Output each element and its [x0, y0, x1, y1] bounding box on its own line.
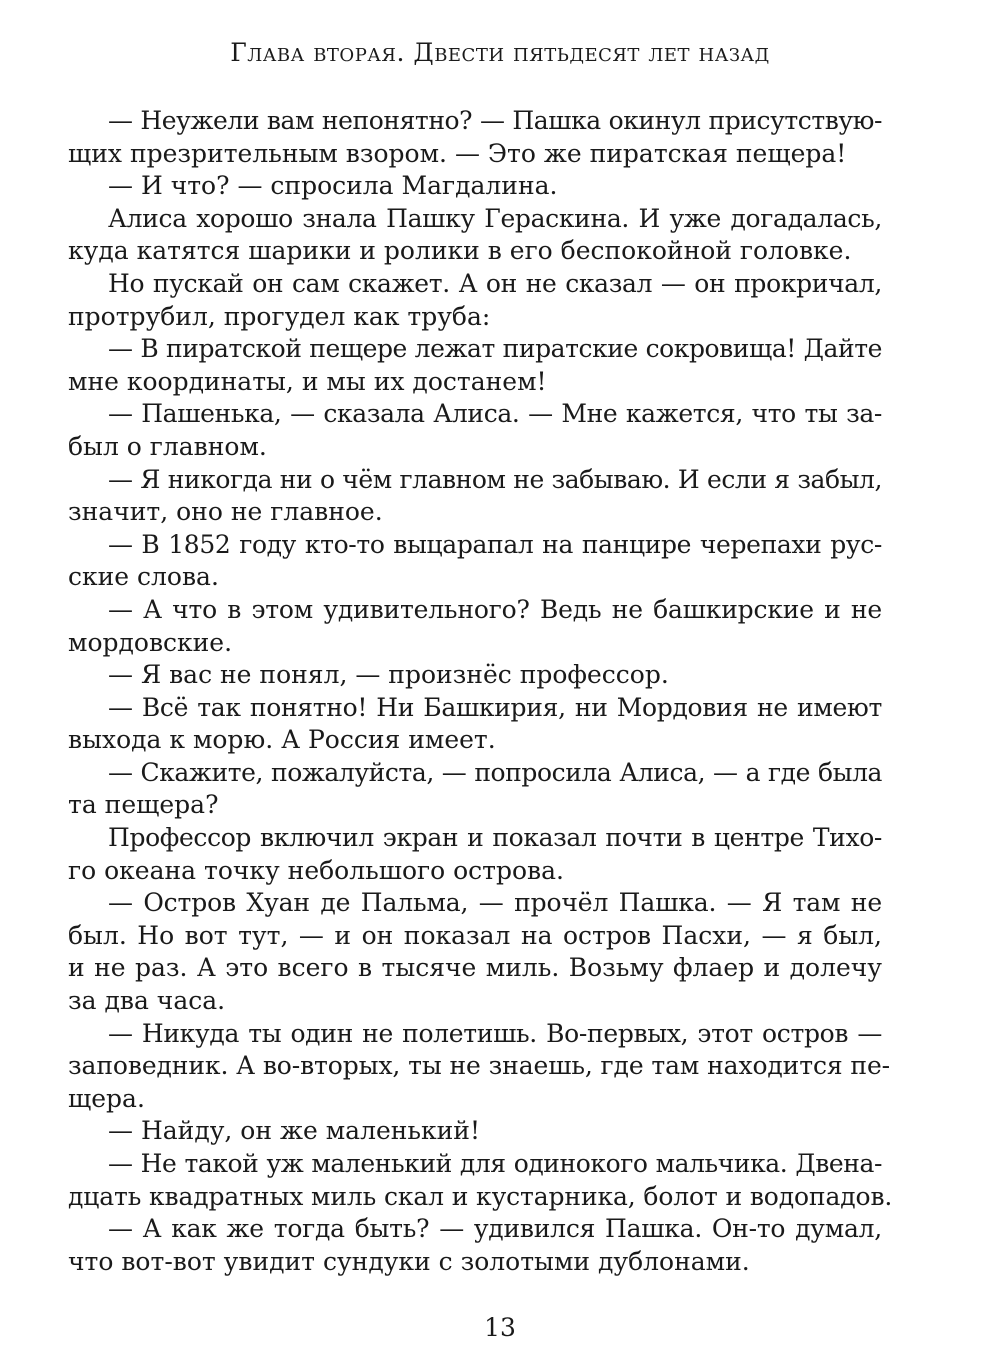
paragraph	[68, 1148, 893, 1213]
text-line: был. Но вот тут, — и он показал на остров Пасхи, — я был,	[68, 920, 882, 950]
running-head: Глава вторая. Двести пятьдесят лет назад	[230, 38, 770, 67]
text-line: — В пиратской пещере лежат пиратские сокровища! Дайте	[108, 334, 882, 364]
text-line: мордовские.	[68, 627, 233, 657]
text-line: куда катятся шарики и ролики в его беспокойной головке.	[68, 236, 852, 266]
paragraph	[68, 1115, 882, 1148]
paragraph	[68, 398, 882, 463]
text-line: Профессор включил экран и показал почти в центре Тихо-	[108, 823, 882, 853]
text-line: — Я никогда ни о чём главном не забываю. И если я забыл,	[108, 464, 882, 494]
text-line: заповедник. А во-вторых, ты не знаешь, где там находится пе-	[68, 1051, 890, 1081]
paragraph	[68, 464, 882, 529]
text-line: и не раз. А это всего в тысяче миль. Возьму флаер и долечу	[68, 953, 882, 983]
paragraph	[68, 659, 882, 692]
paragraph	[68, 203, 882, 268]
text-line: — Неужели вам непонятно? — Пашка окинул присутствую-	[108, 106, 882, 135]
text-line: — А как же тогда быть? — удивился Пашка. Он-то думал,	[108, 1214, 882, 1244]
text-line: за два часа.	[68, 986, 226, 1016]
paragraph	[68, 1213, 882, 1278]
paragraph	[68, 268, 882, 333]
paragraph	[68, 333, 882, 398]
text-line: мне координаты, и мы их достанем!	[68, 366, 547, 396]
text-line: — Всё так понятно! Ни Башкирия, ни Мордовия не имеют	[108, 692, 882, 722]
text-line: что вот-вот увидит сундуки с золотыми дублонами.	[68, 1246, 750, 1276]
text-line: протрубил, прогудел как труба:	[68, 301, 491, 331]
text-line: дцать квадратных миль скал и кустарника, болот и водопадов.	[68, 1181, 893, 1211]
paragraph	[68, 529, 882, 594]
text-line: выхода к морю. А Россия имеет.	[68, 725, 496, 755]
text-line: — Пашенька, — сказала Алиса. — Мне кажется, что ты за-	[108, 399, 882, 429]
paragraph	[68, 822, 882, 887]
text-line: Алиса хорошо знала Пашку Гераскина. И уже догадалась,	[108, 203, 882, 233]
text-line: та пещера?	[68, 790, 219, 820]
paragraph	[68, 594, 882, 659]
text-line: щера.	[68, 1083, 145, 1113]
text-line: — В 1852 году кто-то выцарапал на панцире черепахи рус-	[108, 529, 882, 559]
paragraph	[68, 757, 882, 822]
paragraph	[68, 887, 882, 1017]
paragraph	[68, 170, 882, 203]
page-number: 13	[484, 1313, 516, 1342]
paragraph	[68, 105, 882, 170]
text-line: — Я вас не понял, — произнёс профессор.	[108, 660, 669, 690]
text-line: — Остров Хуан де Пальма, — прочёл Пашка. — Я там не	[108, 888, 882, 918]
text-line: ские слова.	[68, 562, 219, 592]
text-line: — И что? — спросила Магдалина.	[108, 171, 558, 201]
paragraph	[68, 692, 882, 757]
text-line: — А что в этом удивительного? Ведь не башкирские и не	[108, 594, 882, 624]
text-line: щих презрительным взором. — Это же пиратская пещера!	[68, 138, 847, 168]
text-line: был о главном.	[68, 431, 267, 461]
text-line: значит, оно не главное.	[68, 497, 383, 527]
text-line: го океана точку небольшого острова.	[68, 855, 564, 885]
text-line: — Никуда ты один не полетишь. Во-первых, этот остров —	[108, 1018, 882, 1048]
text-line: — Скажите, пожалуйста, — попросила Алиса, — а где была	[108, 757, 882, 787]
text-line: — Найду, он же маленький!	[108, 1116, 481, 1146]
body-text	[68, 105, 893, 1278]
paragraph	[68, 1018, 890, 1116]
text-line: — Не такой уж маленький для одинокого мальчика. Двена-	[108, 1149, 882, 1178]
text-line: Но пускай он сам скажет. А он не сказал — он прокричал,	[108, 268, 882, 298]
